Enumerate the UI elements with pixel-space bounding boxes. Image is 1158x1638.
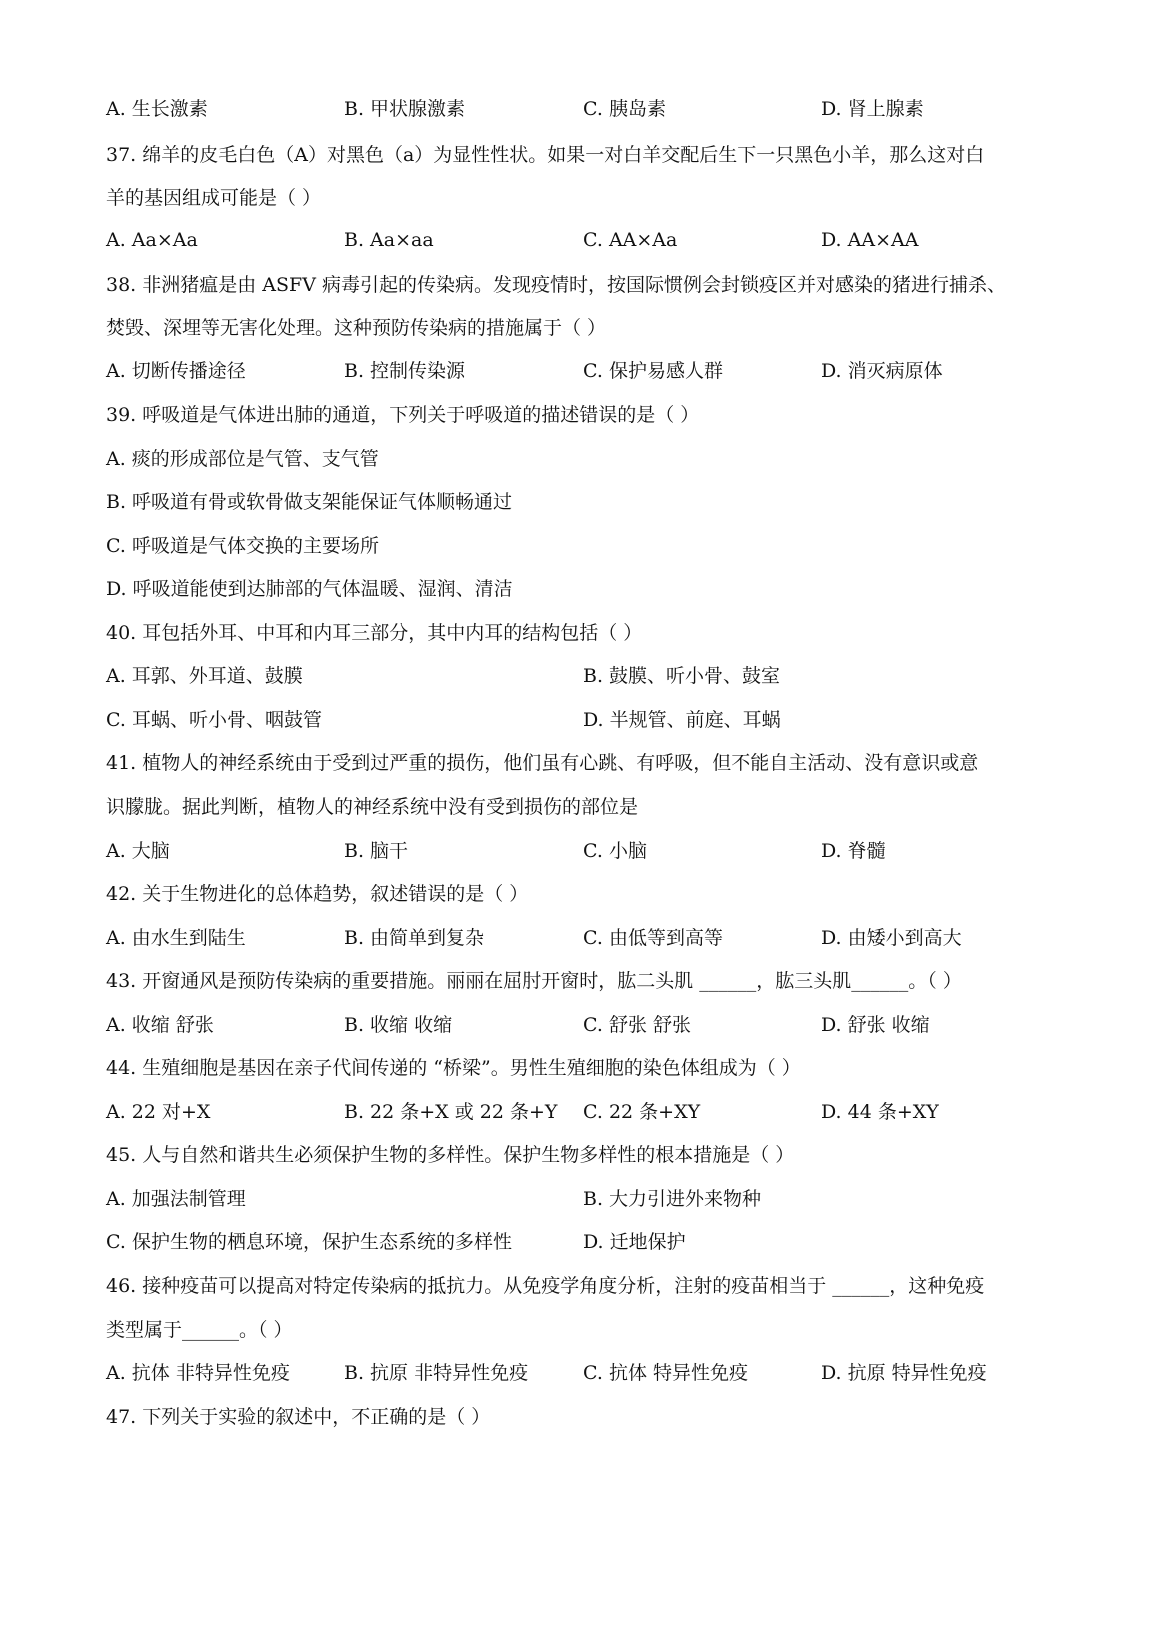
option-c: C. 胰岛素 [583,98,666,120]
option-b: B. 由简单到复杂 [344,927,485,949]
question-41-line-2: 识朦胧。据此判断，植物人的神经系统中没有受到损伤的部位是 [106,796,639,818]
option-b: B. 鼓膜、听小骨、鼓室 [583,665,781,687]
option-b: B. Aa×aa [344,229,434,251]
options-row-40-1 [106,661,1106,689]
option-b: B. 控制传染源 [344,360,466,382]
options-row-38 [106,356,1106,384]
option-c: C. 保护易感人群 [583,360,723,382]
question-44: 44. 生殖细胞是基因在亲子代间传递的 “桥梁”。男性生殖细胞的染色体组成为（ ） [106,1057,801,1079]
option-a: A. Aa×Aa [106,229,198,251]
question-42: 42. 关于生物进化的总体趋势，叙述错误的是（ ） [106,883,529,905]
option-b: B. 甲状腺激素 [344,98,466,120]
option-b: B. 脑干 [344,840,409,862]
question-37-line-1: 37. 绵羊的皮毛白色（A）对黑色（a）为显性性状。如果一对白羊交配后生下一只黑色小羊，那么这对白 [106,144,985,166]
option-c: C. 舒张 舒张 [583,1014,691,1036]
option-b: B. 大力引进外来物种 [583,1188,762,1210]
options-row-37 [106,229,1106,257]
question-41-line-1: 41. 植物人的神经系统由于受到过严重的损伤，他们虽有心跳、有呼吸，但不能自主活动、没有意识或意 [106,752,979,774]
option-a: A. 痰的形成部位是气管、支气管 [106,448,379,470]
option-d: D. 肾上腺素 [821,98,924,120]
options-row-44 [106,1097,1106,1125]
option-b: B. 22 条+X 或 22 条+Y [344,1101,558,1123]
option-b: B. 抗原 非特异性免疫 [344,1362,529,1384]
options-row-42 [106,923,1106,951]
question-37-line-2: 羊的基因组成可能是（ ） [106,187,322,209]
option-d: D. 脊髓 [821,840,886,862]
option-b: B. 呼吸道有骨或软骨做支架能保证气体顺畅通过 [106,491,513,513]
option-d: D. 迁地保护 [583,1231,686,1253]
option-c: C. 保护生物的栖息环境，保护生态系统的多样性 [106,1231,512,1253]
option-a: A. 抗体 非特异性免疫 [106,1362,290,1384]
option-c: C. 由低等到高等 [583,927,723,949]
question-45: 45. 人与自然和谐共生必须保护生物的多样性。保护生物多样性的根本措施是（ ） [106,1144,795,1166]
question-46-line-1: 46. 接种疫苗可以提高对特定传染病的抵抗力。从免疫学角度分析，注射的疫苗相当于 ______，这种免疫 [106,1275,985,1297]
question-46-line-2: 类型属于______。（ ） [106,1319,293,1341]
option-d: D. 由矮小到高大 [821,927,962,949]
options-row-45-1 [106,1184,1106,1212]
option-d: D. AA×AA [821,229,919,251]
option-c: C. 抗体 特异性免疫 [583,1362,748,1384]
option-a: A. 22 对+X [106,1101,211,1123]
option-a: A. 生长激素 [106,98,208,120]
option-c: C. 22 条+XY [583,1101,701,1123]
question-38-line-2: 焚毁、深埋等无害化处理。这种预防传染病的措施属于（ ） [106,317,607,339]
option-c: C. AA×Aa [583,229,678,251]
option-a: A. 收缩 舒张 [106,1014,214,1036]
option-c: C. 呼吸道是气体交换的主要场所 [106,535,379,557]
options-row-36 [106,94,1106,122]
option-a: A. 大脑 [106,840,170,862]
question-39: 39. 呼吸道是气体进出肺的通道，下列关于呼吸道的描述错误的是（ ） [106,404,700,426]
option-a: A. 耳郭、外耳道、鼓膜 [106,665,303,687]
option-a: A. 加强法制管理 [106,1188,246,1210]
option-c: C. 小脑 [583,840,647,862]
question-43: 43. 开窗通风是预防传染病的重要措施。丽丽在屈肘开窗时，肱二头肌 ______，肱三头肌______。（ ） [106,970,962,992]
options-row-41 [106,836,1106,864]
options-row-46 [106,1358,1106,1386]
question-40: 40. 耳包括外耳、中耳和内耳三部分，其中内耳的结构包括（ ） [106,622,643,644]
option-a: A. 切断传播途径 [106,360,246,382]
options-row-43 [106,1010,1106,1038]
option-c: C. 耳蜗、听小骨、咽鼓管 [106,709,322,731]
option-d: D. 舒张 收缩 [821,1014,930,1036]
option-a: A. 由水生到陆生 [106,927,246,949]
options-row-40-2 [106,705,1106,733]
option-d: D. 消灭病原体 [821,360,943,382]
options-row-45-2 [106,1227,1106,1255]
option-d: D. 呼吸道能使到达肺部的气体温暖、湿润、清洁 [106,578,513,600]
option-d: D. 半规管、前庭、耳蜗 [583,709,781,731]
option-d: D. 抗原 特异性免疫 [821,1362,987,1384]
option-b: B. 收缩 收缩 [344,1014,453,1036]
option-d: D. 44 条+XY [821,1101,939,1123]
question-38-line-1: 38. 非洲猪瘟是由 ASFV 病毒引起的传染病。发现疫情时，按国际惯例会封锁疫区并对感染的猪进行捕杀、 [106,274,1006,296]
question-47: 47. 下列关于实验的叙述中，不正确的是（ ） [106,1406,491,1428]
